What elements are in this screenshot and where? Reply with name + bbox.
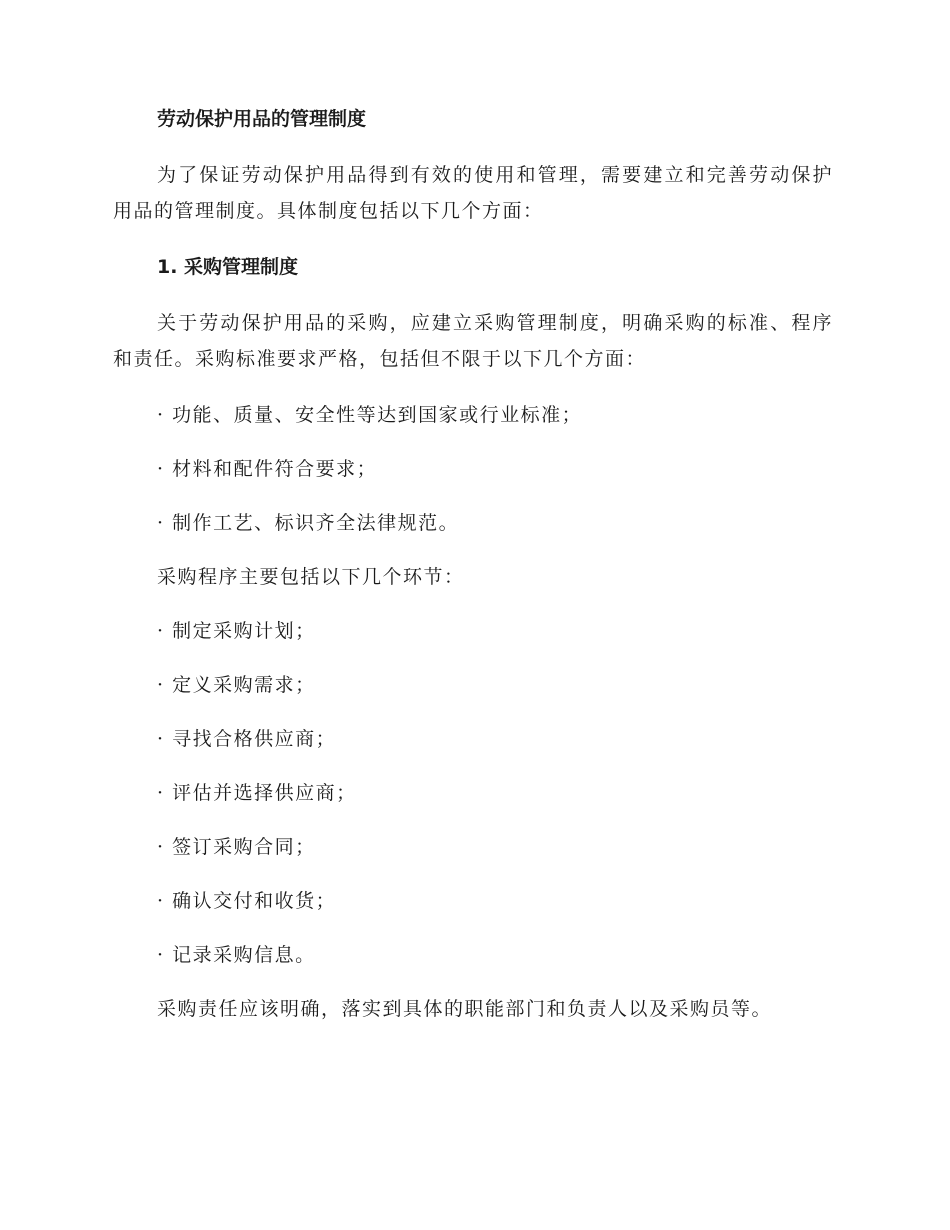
procurement-paragraph: 关于劳动保护用品的采购，应建立采购管理制度，明确采购的标准、程序和责任。采购标准要求严格，包括但不限于以下几个方面： [113,312,833,370]
standard-item: · 功能、质量、安全性等达到国家或行业标准； [157,404,583,426]
procedure-item: · 寻找合格供应商； [157,728,337,750]
procedure-item: · 制定采购计划； [157,620,316,642]
procedure-item: · 定义采购需求； [157,674,316,696]
standard-item: · 制作工艺、标识齐全法律规范。 [157,512,460,534]
standard-item: · 材料和配件符合要求； [157,458,378,480]
document-body [113,104,833,1048]
section-heading-procurement: 1. 采购管理制度 [157,256,299,278]
responsibility-line: 采购责任应该明确，落实到具体的职能部门和负责人以及采购员等。 [157,998,773,1020]
procedure-item: · 记录采购信息。 [157,944,316,966]
procedure-intro: 采购程序主要包括以下几个环节： [157,566,465,588]
procedure-item: · 评估并选择供应商； [157,782,357,804]
procedure-item: · 确认交付和收货； [157,890,337,912]
procedure-item: · 签订采购合同； [157,836,316,858]
document-title: 劳动保护用品的管理制度 [157,108,367,130]
intro-paragraph: 为了保证劳动保护用品得到有效的使用和管理，需要建立和完善劳动保护用品的管理制度。具体制度包括以下几个方面： [113,164,833,222]
